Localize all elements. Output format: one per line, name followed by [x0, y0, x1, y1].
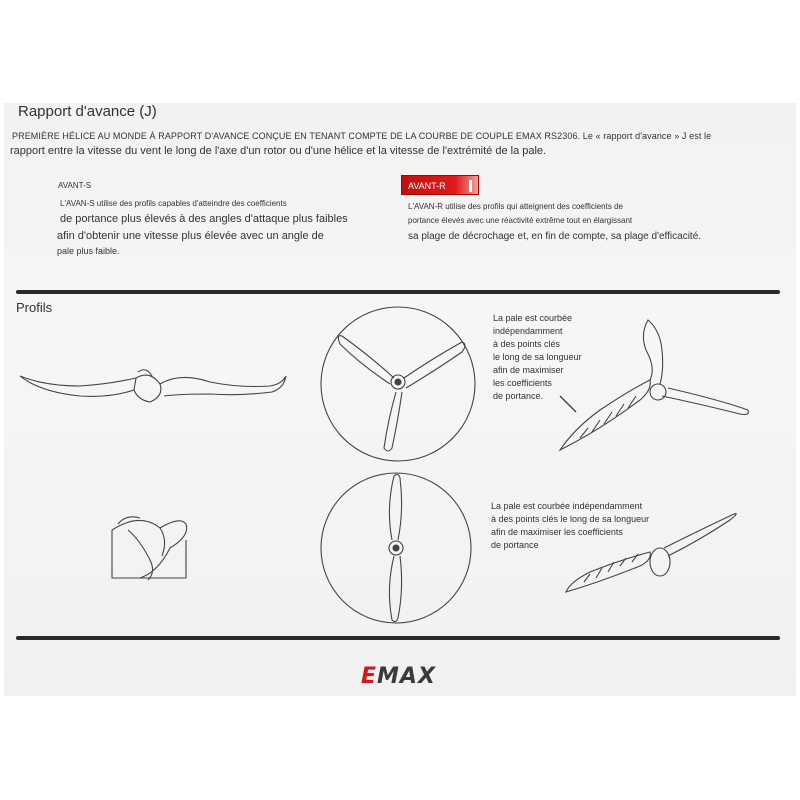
note-top-line: de portance. — [493, 391, 544, 401]
hub-closeup — [112, 517, 187, 580]
note-top-line: afin de maximiser — [493, 365, 564, 375]
tri-blade-perspective — [560, 320, 748, 450]
note-top-line: à des points clés — [493, 339, 561, 349]
logo-max: MAX — [377, 664, 436, 689]
profils-title: Profils — [16, 300, 53, 315]
logo-e: E — [361, 664, 378, 689]
divider-bottom — [16, 636, 780, 640]
intro-line-2: rapport entre la vitesse du vent le long de l'axe d'un rotor ou d'une hélice et la vitesse de l'extrémité de la pale. — [10, 145, 547, 157]
blade-side-profile — [20, 370, 286, 402]
page-title: Rapport d'avance (J) — [18, 103, 157, 120]
avant-r-desc-1: L'AVAN-R utilise des profils qui atteignent des coefficients de — [408, 202, 623, 211]
avant-s-desc-4: pale plus faible. — [57, 246, 120, 256]
note-bottom-line: La pale est courbée indépendamment — [491, 501, 643, 511]
avant-s-desc-2: de portance plus élevés à des angles d'attaque plus faibles — [60, 213, 348, 225]
avant-s-desc-3: afin d'obtenir une vitesse plus élevée avec un angle de — [57, 230, 324, 242]
note-top-line: La pale est courbée — [493, 313, 573, 323]
avant-r-desc-2: portance élevés avec une réactivité extrême tout en élargissant — [408, 216, 633, 225]
note-bottom-line: afin de maximiser les coefficients — [491, 527, 623, 537]
note-bottom-line: à des points clés le long de sa longueur — [491, 514, 650, 524]
avant-s-label: AVANT-S — [58, 181, 92, 190]
avant-r-desc-3: sa plage de décrochage et, en fin de compte, sa plage d'efficacité. — [408, 231, 702, 242]
note-top-line: les coefficients — [493, 378, 552, 388]
profils-note-bottom — [491, 500, 649, 552]
emax-logo — [361, 664, 436, 689]
tri-blade-circle — [321, 307, 475, 461]
avant-s-desc-1: L'AVAN-S utilise des profils capables d'atteindre des coefficients — [60, 199, 287, 208]
bi-blade-circle — [321, 473, 471, 623]
profils-note-top — [493, 312, 582, 403]
intro-line-1: PREMIÈRE HÉLICE AU MONDE À RAPPORT D'AVANCE CONÇUE EN TENANT COMPTE DE LA COURBE DE COUPLE EMAX RS2306. Le « rapport d'avance » J est le — [12, 131, 712, 141]
note-bottom-line: de portance — [491, 540, 539, 550]
note-top-line: indépendamment — [493, 326, 563, 336]
avant-r-label: AVANT-R — [408, 181, 446, 191]
note-top-line: le long de sa longueur — [493, 352, 582, 362]
